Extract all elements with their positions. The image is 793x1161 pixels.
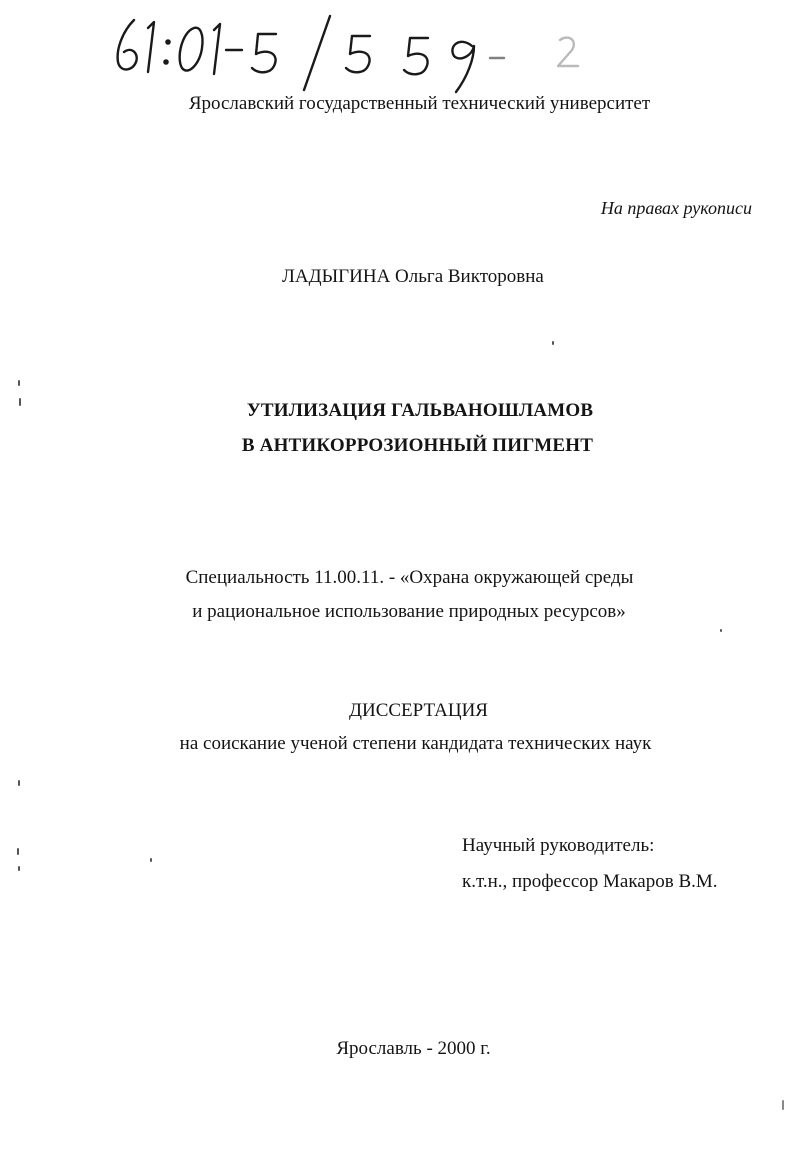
manuscript-rights-note: На правах рукописи: [600, 198, 752, 218]
city-and-year: Ярославль - 2000 г.: [336, 1038, 491, 1059]
handwritten-archive-number-drawing: [108, 6, 608, 96]
scan-speck: [19, 398, 21, 406]
dissertation-title-line-1: УТИЛИЗАЦИЯ ГАЛЬВАНОШЛАМОВ: [246, 400, 594, 421]
scan-speck: [782, 1100, 784, 1110]
work-type: ДИССЕРТАЦИЯ: [349, 700, 488, 721]
scan-speck: [720, 629, 722, 632]
scan-speck: [17, 848, 19, 855]
degree-description: на соискание ученой степени кандидата технических наук: [179, 733, 652, 754]
specialty-line-2: и рациональное использование природных ресурсов»: [192, 601, 626, 622]
specialty-line-1: Специальность 11.00.11. - «Охрана окружающей среды: [185, 567, 634, 588]
supervisor-label: Научный руководитель:: [462, 835, 655, 856]
scan-speck: [18, 866, 20, 871]
supervisor-name: к.т.н., профессор Макаров В.М.: [462, 871, 718, 892]
scan-speck: [150, 858, 152, 862]
scan-speck: [18, 380, 20, 386]
scan-speck: [18, 780, 20, 786]
handwritten-archive-number: [108, 6, 608, 96]
author-name: ЛАДЫГИНА Ольга Викторовна: [282, 266, 544, 287]
university-name: Ярославский государственный технический университет: [188, 93, 651, 114]
dissertation-title-line-2: В АНТИКОРРОЗИОННЫЙ ПИГМЕНТ: [241, 435, 594, 456]
scan-speck: [552, 341, 554, 345]
